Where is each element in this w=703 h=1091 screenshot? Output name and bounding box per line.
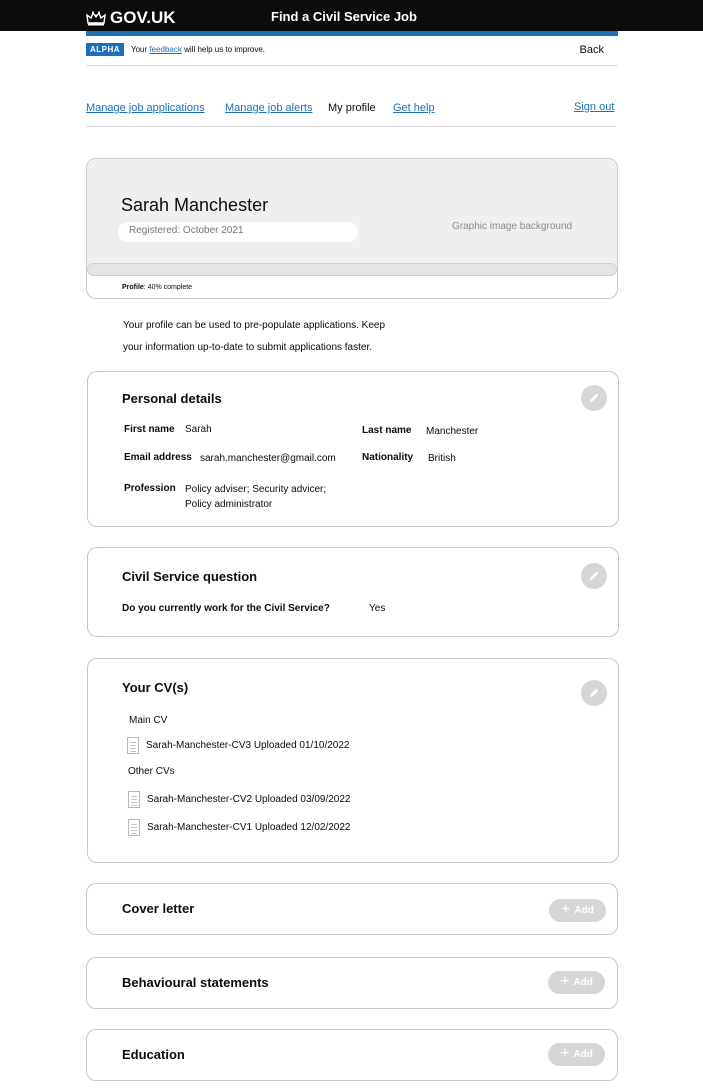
document-icon (128, 791, 140, 808)
govuk-logo[interactable] (86, 8, 176, 28)
cover-letter-title: Cover letter (122, 901, 195, 916)
service-name[interactable]: Find a Civil Service Job (271, 9, 417, 24)
phase-text-before: Your (131, 45, 148, 54)
feedback-link[interactable]: feedback (149, 45, 182, 54)
email-value: sarah.manchester@gmail.com (200, 453, 336, 464)
add-behavioural-statement-button[interactable] (548, 971, 605, 994)
civil-service-title: Civil Service question (122, 569, 258, 584)
other-cvs-label: Other CVs (128, 766, 175, 777)
profession-label: Profession (124, 483, 176, 494)
phase-tag: ALPHA (86, 43, 124, 56)
last-name-value: Manchester (426, 426, 479, 437)
other-cv-file: Sarah-Manchester-CV1 Uploaded 12/02/2022 (147, 822, 351, 833)
main-cv-row[interactable] (127, 737, 349, 754)
education-card (86, 1029, 618, 1081)
back-link[interactable]: Back (579, 44, 604, 56)
add-cover-letter-button[interactable] (549, 899, 606, 922)
add-label: Add (573, 1049, 593, 1060)
edit-civil-service-button[interactable] (581, 563, 607, 589)
add-education-button[interactable] (548, 1043, 605, 1066)
profile-progress-text (122, 284, 192, 291)
intro-line-1: Your profile can be used to pre-populate applications. Keep (123, 320, 386, 331)
sign-out-link[interactable]: Sign out (574, 101, 615, 113)
edit-personal-details-button[interactable] (581, 385, 607, 411)
education-title: Education (122, 1047, 185, 1062)
profile-summary-card (86, 158, 618, 299)
first-name-value: Sarah (185, 424, 212, 435)
nationality-value: British (428, 453, 456, 464)
pencil-icon (588, 687, 600, 699)
nationality-label: Nationality (362, 452, 414, 463)
civil-service-question: Do you currently work for the Civil Service? (122, 603, 330, 614)
registered-date: Registered: October 2021 (118, 222, 358, 242)
cv-title: Your CV(s) (122, 680, 189, 695)
edit-cv-button[interactable] (581, 680, 607, 706)
header-accent-bar (86, 31, 618, 36)
other-cv-file: Sarah-Manchester-CV2 Uploaded 03/09/2022 (147, 794, 351, 805)
graphic-placeholder-label: Graphic image background (452, 221, 573, 232)
pencil-icon (588, 570, 600, 582)
phase-text (131, 45, 265, 54)
pencil-icon (588, 392, 600, 404)
civil-service-question-card (87, 547, 619, 637)
behavioural-statements-card (86, 957, 618, 1009)
other-cv-row[interactable] (128, 791, 350, 808)
profession-value-line-2: Policy administrator (185, 499, 273, 510)
profession-value-line-1: Policy adviser; Security advicer; (185, 484, 327, 495)
profile-intro (123, 315, 423, 359)
intro-line-2: your information up-to-date to submit applications faster. (123, 342, 373, 353)
last-name-label: Last name (362, 425, 412, 436)
profile-progress-value: : 40% complete (143, 284, 193, 291)
personal-details-card (87, 371, 619, 527)
add-label: Add (573, 977, 593, 988)
profile-name: Sarah Manchester (121, 195, 269, 215)
document-icon (127, 737, 139, 754)
crown-icon (86, 10, 106, 26)
nav-manage-job-applications[interactable]: Manage job applications (86, 102, 205, 114)
cv-card (87, 658, 619, 863)
main-cv-file: Sarah-Manchester-CV3 Uploaded 01/10/2022 (146, 740, 350, 751)
profile-progress-label: Profile (122, 284, 144, 291)
cover-letter-card (86, 883, 618, 935)
account-nav (86, 101, 616, 127)
plus-icon: + (560, 972, 570, 990)
phase-banner (86, 43, 618, 66)
nav-my-profile[interactable]: My profile (328, 102, 376, 114)
profile-graphic-background (87, 159, 617, 276)
main-cv-label: Main CV (129, 715, 168, 726)
plus-icon: + (561, 900, 571, 918)
phase-text-after: will help us to improve. (184, 45, 266, 54)
nav-get-help[interactable]: Get help (393, 102, 435, 114)
logo-text: GOV.UK (110, 8, 176, 27)
site-header (0, 0, 703, 31)
add-label: Add (574, 905, 594, 916)
first-name-label: First name (124, 424, 175, 435)
nav-manage-job-alerts[interactable]: Manage job alerts (225, 102, 313, 114)
document-icon (128, 819, 140, 836)
behavioural-statements-title: Behavioural statements (122, 975, 269, 990)
profile-progress-bar (87, 263, 617, 276)
civil-service-answer: Yes (369, 603, 386, 614)
email-label: Email address (124, 452, 192, 463)
plus-icon: + (560, 1044, 570, 1062)
other-cv-row[interactable] (128, 819, 350, 836)
personal-details-title: Personal details (122, 391, 222, 406)
